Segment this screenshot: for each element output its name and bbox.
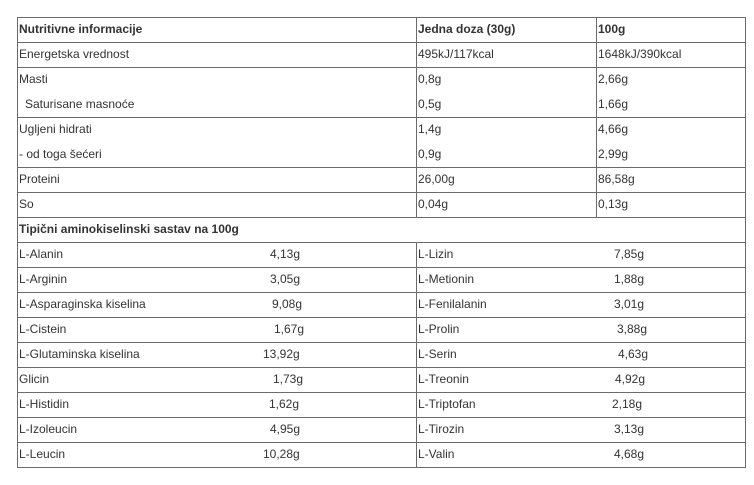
amino-value: 3,05g [270, 272, 301, 286]
amino-name: L-Tirozin [418, 422, 465, 436]
amino-name: L-Prolin [418, 322, 460, 336]
nutrient-serving: 495kJ/117kcal [418, 47, 494, 61]
amino-name: Glicin [19, 372, 50, 386]
nutrient-per100: 2,99g [598, 147, 629, 161]
nutrient-per100: 1,66g [598, 97, 629, 111]
table-border-left [17, 17, 18, 468]
row-divider [17, 317, 746, 318]
nutrient-label: Saturisane masnoće [25, 97, 135, 111]
nutrient-label: - od toga šećeri [19, 147, 102, 161]
row-divider [17, 292, 746, 293]
column-divider [596, 17, 597, 217]
row-divider [17, 242, 746, 243]
nutrient-per100: 0,13g [598, 197, 629, 211]
header-serving: Jedna doza (30g) [418, 22, 516, 36]
amino-value: 10,28g [263, 447, 300, 461]
header-label: Nutritivne informacije [19, 22, 143, 36]
amino-value: 1,73g [273, 372, 304, 386]
amino-name: L-Treonin [418, 372, 469, 386]
amino-value: 13,92g [263, 347, 300, 361]
amino-name: L-Leucin [19, 447, 66, 461]
amino-name: L-Fenilalanin [418, 297, 487, 311]
table-border-bottom [17, 467, 746, 468]
row-divider [17, 417, 746, 418]
amino-value: 4,68g [614, 447, 645, 461]
amino-name: L-Arginin [19, 272, 68, 286]
nutrient-serving: 1,4g [418, 122, 442, 136]
row-divider [17, 267, 746, 268]
row-divider [17, 67, 746, 68]
nutrient-per100: 2,66g [598, 72, 629, 86]
nutrient-label: So [19, 197, 34, 211]
nutrient-serving: 0,8g [418, 72, 442, 86]
nutrient-serving: 26,00g [418, 172, 455, 186]
nutrient-label: Masti [19, 72, 48, 86]
amino-section-title: Tipični aminokiselinski sastav na 100g [19, 222, 239, 236]
amino-value: 1,88g [614, 272, 645, 286]
column-divider [416, 242, 417, 468]
amino-value: 4,92g [615, 372, 646, 386]
nutrient-serving: 0,5g [418, 97, 442, 111]
table-border-top [17, 17, 746, 18]
nutrient-serving: 0,04g [418, 197, 449, 211]
amino-value: 3,88g [617, 322, 648, 336]
amino-name: L-Glutaminska kiselina [19, 347, 140, 361]
row-divider [17, 42, 746, 43]
nutrient-serving: 0,9g [418, 147, 442, 161]
amino-name: L-Cistein [19, 322, 67, 336]
nutrient-label: Energetska vrednost [19, 47, 130, 61]
row-divider [17, 392, 746, 393]
nutrient-per100: 4,66g [598, 122, 629, 136]
column-divider [416, 17, 417, 217]
amino-name: L-Metionin [418, 272, 475, 286]
amino-name: L-Serin [418, 347, 457, 361]
amino-value: 1,62g [269, 397, 300, 411]
amino-value: 4,13g [270, 247, 301, 261]
amino-name: L-Triptofan [418, 397, 476, 411]
amino-name: L-Valin [418, 447, 455, 461]
amino-value: 3,13g [614, 422, 645, 436]
amino-name: L-Asparaginska kiselina [19, 297, 146, 311]
nutrition-table [17, 17, 746, 468]
table-border-right [745, 17, 746, 468]
row-divider [17, 442, 746, 443]
nutrient-label: Ugljeni hidrati [19, 122, 92, 136]
amino-value: 3,01g [614, 297, 645, 311]
amino-value: 7,85g [614, 247, 645, 261]
amino-value: 4,63g [618, 347, 649, 361]
row-divider [17, 342, 746, 343]
amino-value: 1,67g [274, 322, 305, 336]
amino-name: L-Lizin [418, 247, 454, 261]
row-divider [17, 217, 746, 218]
header-per100: 100g [598, 22, 626, 36]
row-divider [17, 117, 746, 118]
amino-name: L-Izoleucin [19, 422, 78, 436]
nutrient-per100: 86,58g [598, 172, 635, 186]
row-divider [17, 367, 746, 368]
nutrient-label: Proteini [19, 172, 60, 186]
row-divider [17, 167, 746, 168]
amino-value: 9,08g [272, 297, 303, 311]
nutrient-per100: 1648kJ/390kcal [598, 47, 682, 61]
row-divider [17, 192, 746, 193]
amino-name: L-Alanin [19, 247, 64, 261]
amino-value: 4,95g [270, 422, 301, 436]
amino-value: 2,18g [612, 397, 643, 411]
amino-name: L-Histidin [19, 397, 70, 411]
